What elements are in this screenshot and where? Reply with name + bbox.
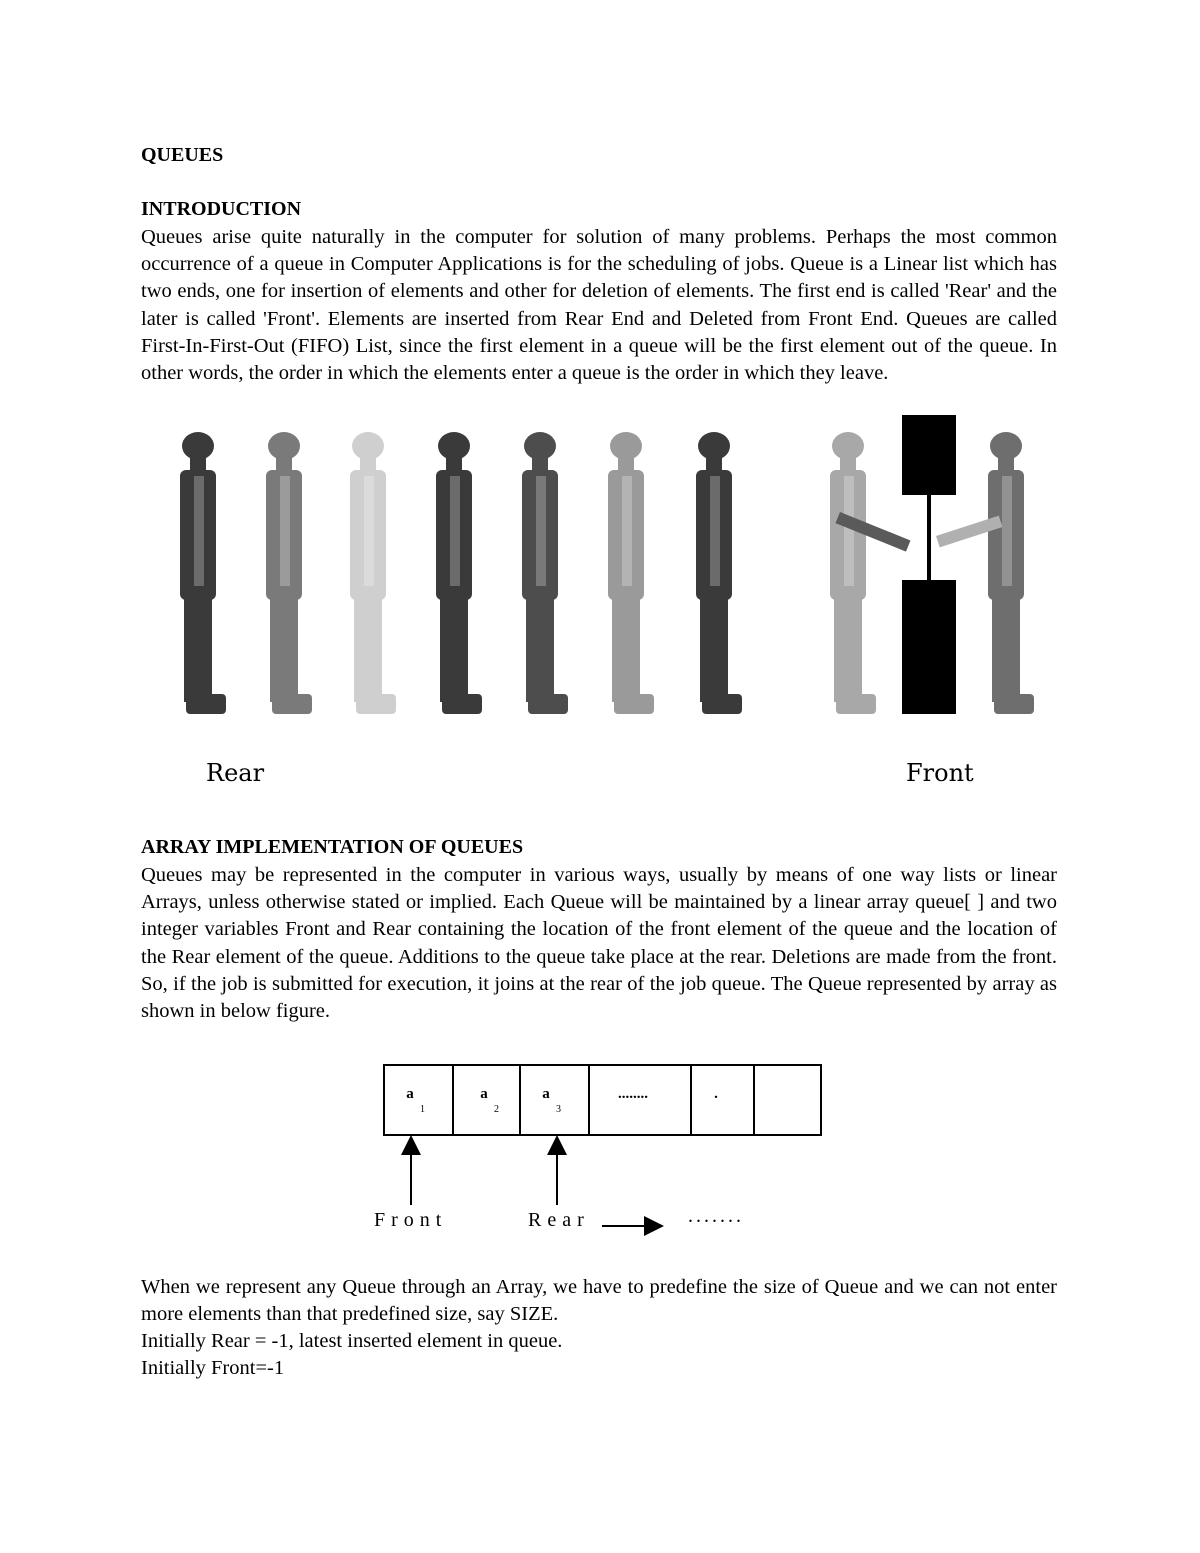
array-front-label: Front	[374, 1209, 448, 1231]
array-cell-subscript: 3	[556, 1104, 561, 1115]
document-title: QUEUES	[141, 144, 224, 166]
rear-label: Rear	[206, 759, 265, 787]
rear-pointer-arrowhead	[547, 1135, 567, 1155]
continuation-dots: .......	[688, 1205, 744, 1227]
array-cell-value: a	[542, 1086, 550, 1102]
initial-front-line: Initially Front=-1	[141, 1357, 285, 1379]
front-pointer-arrowhead	[401, 1135, 421, 1155]
array-cell-subscript: 2	[494, 1104, 499, 1115]
array-cell-value: ........	[618, 1086, 648, 1102]
introduction-paragraph: Queues arise quite naturally in the computer for solution of many problems. Perhaps the most common occurrence of a queue in Computer Applications is for the scheduling of jobs. Queue is a Linear list which has two ends, one for insertion of elements and other for deletion of elements. The first end is called 'Rear' and the later is called 'Front'. Elements are inserted from Rear End and Deleted from Front End. Queues are called First-In-First-Out (FIFO) List, since the first element in a queue will be the first element out of the queue. In other words, the order in which the elements enter a queue is the order in which they leave.	[141, 226, 1057, 385]
front-label: Front	[906, 759, 974, 787]
growth-arrow-head	[644, 1216, 664, 1236]
introduction-heading: INTRODUCTION	[141, 198, 302, 220]
initial-rear-line: Initially Rear = -1, latest inserted element in queue.	[141, 1330, 563, 1352]
array-implementation-paragraph: Queues may be represented in the computer in various ways, usually by means of one way lists or linear Arrays, unless otherwise stated or implied. Each Queue will be maintained by a linear array queue[ ] and two integer variables Front and Rear containing the location of the front element of the queue and the location of the Rear element of the queue. Additions to the queue take place at the rear. Deletions are made from the front. So, if the job is submitted for execution, it joins at the rear of the job queue. The Queue represented by array as shown in below figure.	[141, 864, 1057, 1023]
array-cell-subscript: 1	[420, 1104, 425, 1115]
closing-paragraph: When we represent any Queue through an Array, we have to predefine the size of Queue and we can not enter more elements than that predefined size, say SIZE.	[141, 1276, 1057, 1326]
array-rear-label: Rear	[528, 1209, 590, 1231]
array-implementation-heading: ARRAY IMPLEMENTATION OF QUEUES	[141, 836, 524, 858]
array-cell-value: a	[480, 1086, 488, 1102]
array-cell-value: .	[714, 1086, 718, 1102]
array-cell-value: a	[406, 1086, 414, 1102]
array-outline	[384, 1065, 821, 1135]
